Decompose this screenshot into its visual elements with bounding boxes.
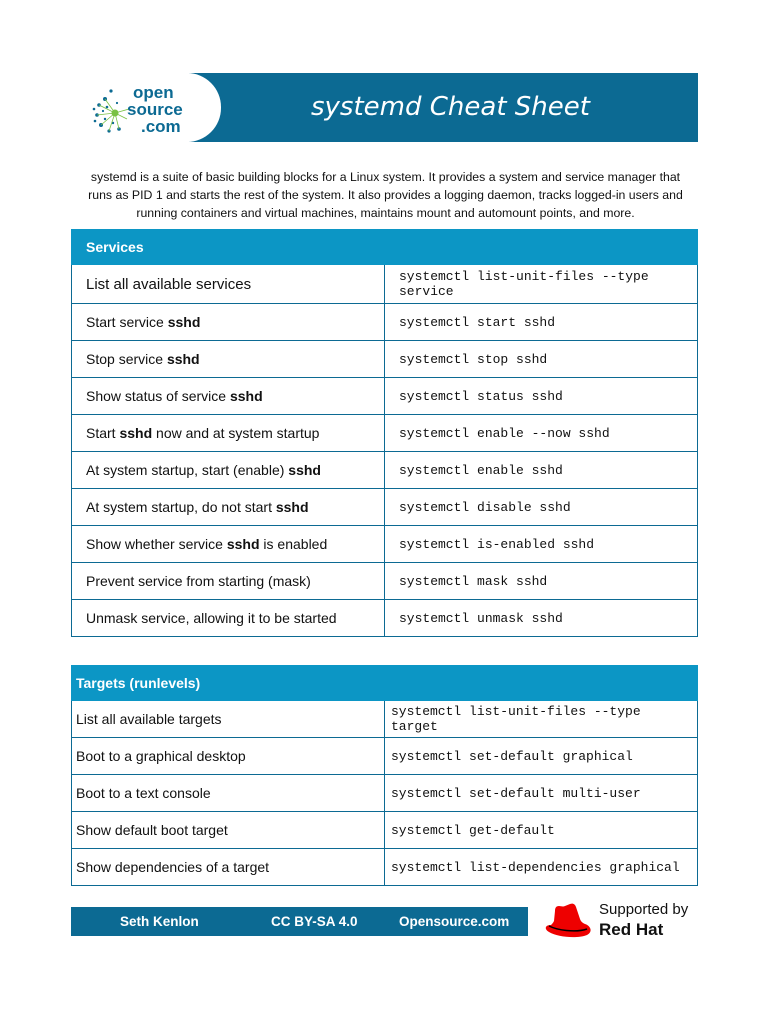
service-command: systemctl enable sshd	[385, 452, 698, 489]
sponsor-line2: Red Hat	[599, 920, 664, 939]
logo-word-open: open	[133, 83, 174, 102]
service-description	[72, 526, 385, 563]
target-command: systemctl list-unit-files --type target	[385, 701, 698, 738]
service-command: systemctl unmask sshd	[385, 600, 698, 637]
header	[71, 73, 698, 142]
description-text: At system startup, do not start	[86, 499, 276, 515]
logo-word-source: source	[127, 100, 183, 119]
intro-paragraph: systemd is a suite of basic building blocks for a Linux system. It provides a system and service manager that runs as PID 1 and starts the rest of the system. It also provides a logging daemon, tracks logged-in users and running containers and virtual machines, maintains mount and automount points, and more.	[88, 170, 683, 220]
service-description	[72, 563, 385, 600]
description-text: Start	[86, 425, 120, 441]
targets-row	[72, 849, 698, 886]
redhat-hat-icon	[543, 899, 593, 939]
services-row	[72, 563, 698, 600]
targets-row	[72, 775, 698, 812]
service-command: systemctl stop sshd	[385, 341, 698, 378]
target-command: systemctl list-dependencies graphical	[385, 849, 698, 886]
target-description: List all available targets	[72, 701, 385, 738]
service-description	[72, 415, 385, 452]
services-row	[72, 489, 698, 526]
service-name: sshd	[275, 499, 309, 515]
services-row	[72, 304, 698, 341]
footer-site: Opensource.com	[399, 914, 510, 929]
services-table	[71, 229, 698, 637]
opensource-logo	[91, 79, 211, 139]
footer-bar	[71, 907, 528, 936]
service-command: systemctl is-enabled sshd	[385, 526, 698, 563]
target-command: systemctl get-default	[385, 812, 698, 849]
description-text: Start service	[86, 314, 168, 330]
service-command: systemctl enable --now sshd	[385, 415, 698, 452]
description-text-suffix: now and at system startup	[152, 425, 320, 441]
description-text: Stop service	[86, 351, 167, 367]
targets-row	[72, 812, 698, 849]
service-description	[72, 378, 385, 415]
targets-heading: Targets (runlevels)	[72, 666, 698, 701]
targets-row	[72, 738, 698, 775]
services-row	[72, 526, 698, 563]
targets-header-row	[72, 666, 698, 701]
description-text: At system startup, start (enable)	[86, 462, 289, 478]
services-row	[72, 265, 698, 304]
services-heading: Services	[72, 230, 698, 265]
sponsor-line1: Supported by	[599, 901, 689, 918]
service-name: sshd	[229, 388, 263, 404]
target-description: Boot to a text console	[72, 775, 385, 812]
service-description	[72, 600, 385, 637]
services-header-row	[72, 230, 698, 265]
service-name: sshd	[166, 351, 200, 367]
logo-word-com: .com	[141, 117, 181, 136]
redhat-sponsor	[543, 899, 703, 943]
logo-wordmark	[123, 84, 183, 135]
service-command: systemctl mask sshd	[385, 563, 698, 600]
targets-table	[71, 665, 698, 886]
service-description	[72, 489, 385, 526]
service-command: systemctl disable sshd	[385, 489, 698, 526]
description-text: Unmask service, allowing it to be started	[86, 610, 337, 626]
page-title: systemd Cheat Sheet	[311, 92, 590, 122]
service-command: systemctl list-unit-files --type service	[385, 265, 698, 304]
service-name: sshd	[167, 314, 201, 330]
target-description: Boot to a graphical desktop	[72, 738, 385, 775]
target-description: Show dependencies of a target	[72, 849, 385, 886]
description-text-suffix: is enabled	[259, 536, 328, 552]
description-text: List all available services	[86, 275, 252, 293]
service-name: sshd	[288, 462, 321, 478]
services-row	[72, 378, 698, 415]
targets-row	[72, 701, 698, 738]
target-command: systemctl set-default multi-user	[385, 775, 698, 812]
service-description	[72, 341, 385, 378]
target-command: systemctl set-default graphical	[385, 738, 698, 775]
service-name: sshd	[119, 425, 153, 441]
service-description	[72, 452, 385, 489]
description-text: Prevent service from starting (mask)	[86, 573, 311, 589]
service-description	[72, 265, 385, 304]
services-row	[72, 600, 698, 637]
services-row	[72, 415, 698, 452]
services-row	[72, 341, 698, 378]
description-text: Show status of service	[86, 388, 230, 404]
target-description: Show default boot target	[72, 812, 385, 849]
service-description	[72, 304, 385, 341]
service-command: systemctl status sshd	[385, 378, 698, 415]
services-row	[72, 452, 698, 489]
footer-license: CC BY-SA 4.0	[271, 914, 358, 929]
service-command: systemctl start sshd	[385, 304, 698, 341]
footer-author: Seth Kenlon	[120, 914, 199, 929]
description-text: Show whether service	[86, 536, 227, 552]
service-name: sshd	[226, 536, 260, 552]
